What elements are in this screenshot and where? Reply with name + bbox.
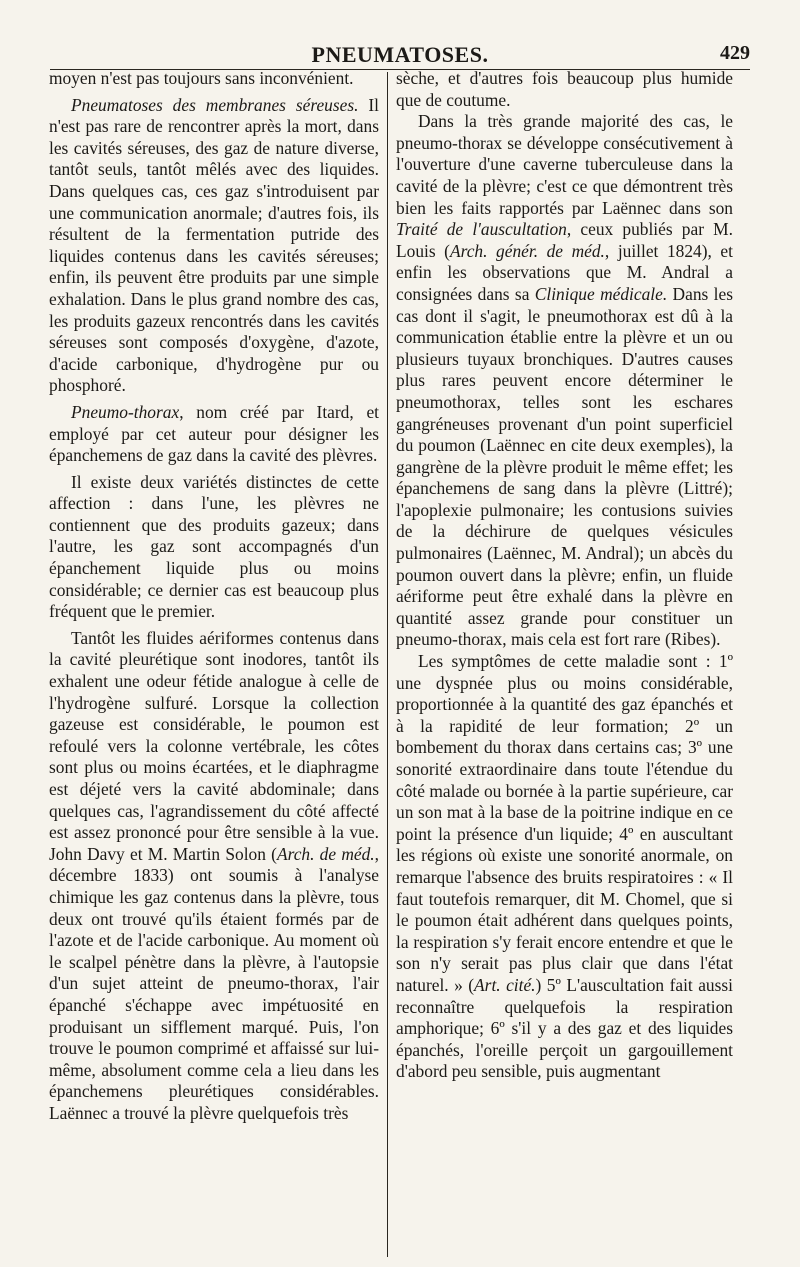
- paragraph: moyen n'est pas toujours sans inconvénient.: [49, 68, 354, 88]
- right-column: [396, 68, 733, 1083]
- page-number: 429: [720, 42, 750, 64]
- paragraph-text: Dans la très grande majorité des cas, le pneumo-thorax se développe consécutivement à l'ouverture d'une caverne tuberculeuse dans la cavité de la plèvre; c'est ce que démontrent très bien les faits rapportés par Laënnec dans son: [396, 111, 733, 218]
- paragraph-text: ) 5º L'auscultation fait aussi reconnaître quelquefois la respiration amphorique; 6º s'il y a des gaz et des liquides épanchés, l'oreille perçoit un gargouillement d'abord peu sensible, puis augmentant: [396, 974, 733, 1082]
- paragraph: Il existe deux variétés distinctes de cette affection : dans l'une, les plèvres ne contiennent que des produits gazeux; dans l'autre, les gaz sont accompagnés d'un épanchement liquide plus ou moins considérable; ce dernier cas est beaucoup plus fréquent que le premier.: [49, 471, 379, 622]
- paragraph-text: Il n'est pas rare de rencontrer après la mort, dans les cavités séreuses, des gaz de nature diverse, tantôt seuls, tantôt mêlés avec des liquides. Dans quelques cas, ces gaz s'introduisent par une communication anormale; d'autres fois, ils résultent de la fermentation putride des liquides contenus dans les cavités séreuses; enfin, ils peuvent être produits par une simple exhalation. Dans le plus grand nombre des cas, les produits gazeux rencontrés dans les cavités séreuses sont composés d'oxygène, d'azote, d'acide carbonique, d'hydrogène pur ou phosphoré.: [49, 94, 379, 396]
- paragraph: [49, 95, 379, 397]
- citation: Arch. de méd.: [276, 843, 375, 864]
- citation: Art. cité.: [474, 974, 536, 995]
- term-pneumo-thorax: Pneumo-thorax: [71, 401, 180, 422]
- paragraph-text: , décembre 1833) ont soumis à l'analyse chimique les gaz contenus dans la plèvre, tous deux ont trouvé qu'ils étaient formés par de l'azote et de l'acide carbonique. Au moment où le scalpel pénètre dans la plèvre, à l'autopsie d'un sujet atteint de pneumo-thorax, l'air épanché s'échappe avec impétuosité en produisant un sifflement marqué. Puis, l'on trouve le poumon comprimé et affaissé sur lui-même, absolument comme cela a lieu dans les épanchemens pleurétiques considérables. Laënnec a trouvé la plèvre quelquefois très: [49, 843, 380, 1123]
- running-head-title: PNEUMATOSES.: [311, 42, 489, 67]
- paragraph: [396, 651, 733, 1083]
- paragraph-text: Tantôt les fluides aériformes contenus dans la cavité pleurétique sont inodores, tantôt ils exhalent une odeur fétide analogue à celle de l'hydrogène sulfuré. Lorsque la collection gazeuse est considérable, le poumon est refoulé vers la colonne vertébrale, les côtes sont plus ou moins écartées, et le diaphragme est déjeté vers la cavité abdominale; dans quelques cas, l'agrandissement du côté affecté est assez prononcé pour être sensible à la vue. John Davy et M. Martin Solon (: [49, 627, 379, 864]
- paragraph: sèche, et d'autres fois beaucoup plus humide que de coutume.: [396, 68, 733, 110]
- paragraph-text: , nom créé par Itard, et employé par cet auteur pour désigner les épanchemens de gaz dans la cavité des plèvres.: [49, 401, 379, 466]
- paragraph: [49, 402, 379, 467]
- citation: Clinique médicale.: [534, 283, 668, 304]
- citation: Arch. génér. de méd.: [449, 240, 605, 261]
- column-divider: [387, 72, 388, 1257]
- paragraph-text: , ceux publiés par M. Louis (: [396, 219, 733, 261]
- paragraph-text: , juillet 1824), et enfin les observations que M. Andral a consignées dans sa: [396, 240, 733, 304]
- section-heading-serous-membranes: Pneumatoses des membranes séreuses.: [71, 94, 359, 115]
- citation: Traité de l'auscultation: [396, 219, 567, 240]
- paragraph: [396, 111, 733, 651]
- left-column: [49, 68, 379, 1125]
- paragraph: [49, 628, 379, 1125]
- paragraph-text: Les symptômes de cette maladie sont : 1º une dyspnée plus ou moins considérable, proportionnée à la quantité des gaz épanchés et à la rapidité de leur formation; 2º un bombement du thorax dans certains cas; 3º une sonorité extraordinaire dans toute l'étendue du côté malade ou bornée à la partie supérieure, car un son mat à la base de la poitrine indique en ce point la présence d'un liquide; 4º en auscultant les régions où existe une sonorité anormale, on remarque l'absence des bruits respiratoires : « Il faut toutefois remarquer, dit M. Chomel, que si le poumon était adhérent dans quelques points, la respiration s'y ferait encore entendre et que le son n'y serait pas plus clair que dans l'état naturel. » (: [396, 651, 733, 995]
- paragraph-text: Dans les cas dont il s'agit, le pneumothorax est dû à la communication établie entre la plèvre et un ou plusieurs tuyaux bronchiques. D'autres causes plus rares peuvent encore déterminer le pneumothorax, telles sont les eschares gangréneuses provenant d'un point superficiel du poumon (Laënnec en cite deux exemples), la gangrène de la plèvre produit le même effet; les épanchemens de sang dans la plèvre (Littré); l'apoplexie pulmonaire; les contusions suivies de la déchirure de quelques vésicules pulmonaires (Laënnec, M. Andral); un abcès du poumon ouvert dans la plèvre; enfin, un fluide aériforme peut être exhalé dans la plèvre en quantité assez grande pour constituer un pneumo-thorax, mais cela est fort rare (Ribes).: [396, 283, 733, 650]
